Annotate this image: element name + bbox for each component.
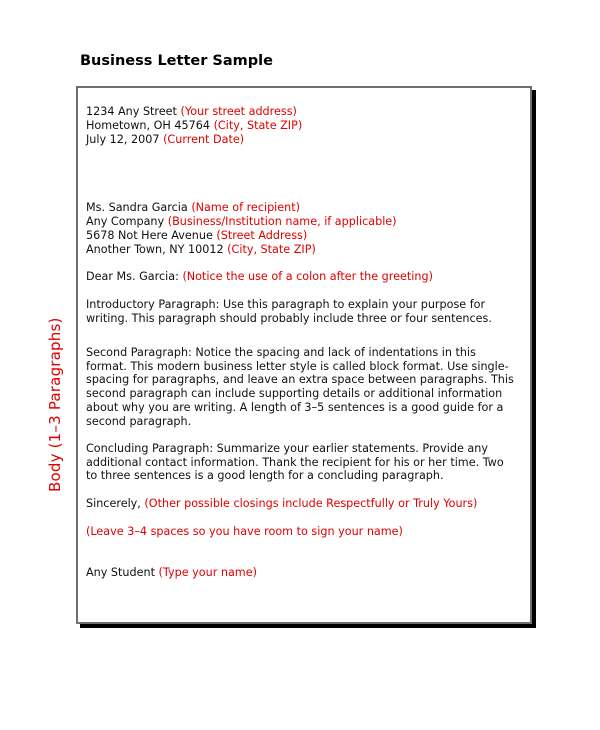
recipient-name-line — [86, 201, 300, 215]
letter-date: July 12, 2007 — [86, 133, 160, 146]
signer-name: Any Student — [86, 566, 155, 579]
paragraph-line: second paragraph. — [86, 414, 192, 428]
paragraph-line: additional contact information. Thank the recipient for his or her time. Two — [86, 455, 504, 469]
recipient-name: Ms. Sandra Garcia — [86, 201, 188, 214]
paragraph-line: to three sentences is a good length for a concluding paragraph. — [86, 469, 444, 483]
concluding-paragraph — [86, 442, 526, 483]
sender-city-line — [86, 119, 302, 133]
recipient-company-line — [86, 215, 397, 229]
signature-space-line — [86, 525, 403, 539]
recipient-name-note: (Name of recipient) — [191, 201, 301, 214]
paragraph-line: Introductory Paragraph: Use this paragraph to explain your purpose for — [86, 298, 486, 311]
date-line — [86, 133, 244, 147]
paragraph-line: Concluding Paragraph: Summarize your earlier statements. Provide any — [86, 442, 488, 455]
body-paragraphs-label: Body (1–3 Paragraphs) — [46, 317, 64, 492]
second-paragraph — [86, 346, 526, 428]
paragraph-line: writing. This paragraph should probably include three or four sentences. — [86, 311, 492, 325]
recipient-street-line — [86, 229, 307, 243]
signature-note: (Leave 3–4 spaces so you have room to sign your name) — [86, 525, 403, 538]
recipient-company: Any Company — [86, 215, 165, 228]
paragraph-line: second paragraph can include supporting details or additional information — [86, 387, 503, 401]
page-title: Business Letter Sample — [80, 53, 273, 69]
signer-note: (Type your name) — [158, 566, 257, 579]
paragraph-line: format. This modern business letter style is called block format. Use single- — [86, 359, 509, 373]
paragraph-line: about why you are writing. A length of 3–5 sentences is a good guide for a — [86, 400, 504, 414]
letter-date-note: (Current Date) — [163, 133, 245, 146]
greeting-line — [86, 270, 433, 284]
recipient-city-line — [86, 243, 316, 257]
recipient-city: Another Town, NY 10012 — [86, 243, 224, 256]
signer-line — [86, 566, 257, 580]
sender-street-note: (Your street address) — [180, 105, 297, 118]
sender-city: Hometown, OH 45764 — [86, 119, 210, 132]
closing-line — [86, 497, 477, 511]
recipient-street-note: (Street Address) — [216, 229, 308, 242]
closing: Sincerely, — [86, 497, 141, 510]
paragraph-line: spacing for paragraphs, and leave an extra space between paragraphs. This — [86, 373, 514, 387]
recipient-street: 5678 Not Here Avenue — [86, 229, 213, 242]
sender-street-line — [86, 105, 297, 119]
intro-paragraph — [86, 298, 526, 325]
sender-city-note: (City, State ZIP) — [213, 119, 303, 132]
paragraph-line: Second Paragraph: Notice the spacing and lack of indentations in this — [86, 346, 476, 359]
recipient-city-note: (City, State ZIP) — [227, 243, 316, 256]
sender-street: 1234 Any Street — [86, 105, 177, 118]
closing-note: (Other possible closings include Respectfully or Truly Yours) — [144, 497, 478, 510]
greeting: Dear Ms. Garcia: — [86, 270, 179, 283]
greeting-note: (Notice the use of a colon after the greeting) — [182, 270, 433, 283]
recipient-company-note: (Business/Institution name, if applicable) — [167, 215, 397, 228]
